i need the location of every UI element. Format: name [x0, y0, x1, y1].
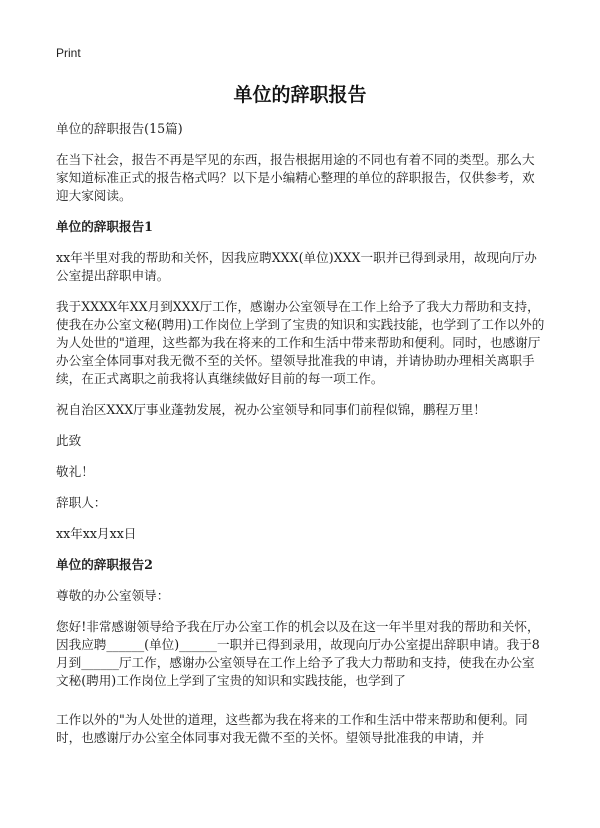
- section-heading-2: 单位的辞职报告2: [56, 557, 153, 572]
- page-title: 单位的辞职报告: [233, 84, 367, 106]
- section-2-salutation: 尊敬的办公室领导：: [56, 588, 170, 603]
- section-1-paragraph: 我于XXXX年XX月到XXX厅工作，感谢办公室领导在工作上给予了我大力帮助和支持，使我在办公室文秘(聘用)工作岗位上学到了宝贵的知识和实践技能，也学到了工作以外的为人处世的"道理，这些都为我在将来的工作和生活中带来帮助和便利。同时，也感谢厅办公室全体同事对我无微不至的关怀。望领导批准我的申请，并请协助办理相关离职手续，在正式离职之前我将认真继续做好目前的每一项工作。: [56, 299, 545, 386]
- intro-paragraph: 在当下社会，报告不再是罕见的东西，报告根据用途的不同也有着不同的类型。那么大家知道标准正式的报告格式吗？以下是小编精心整理的单位的辞职报告，仅供参考，欢迎大家阅读。: [56, 152, 535, 203]
- print-link[interactable]: Print: [56, 46, 81, 60]
- section-1-date: xx年xx月xx日: [56, 526, 137, 541]
- section-heading-1: 单位的辞职报告1: [56, 219, 153, 234]
- section-2-paragraph: 您好!非常感谢领导给予我在厅办公室工作的机会以及在这一年半里对我的帮助和关怀，因我应聘______(单位)______一职并已得到录用，故现向厅办公室提出辞职申请。我于8月到______厅工作，感谢办公室领导在工作上给予了我大力帮助和支持，使我在办公室文秘(聘用)工作岗位上学到了宝贵的知识和实践技能，也学到了: [56, 619, 540, 688]
- section-1-paragraph: 祝自治区XXX厅事业蓬勃发展，祝办公室领导和同事们前程似锦，鹏程万里！: [56, 402, 486, 417]
- section-1-paragraph: xx年半里对我的帮助和关怀，因我应聘XXX(单位)XXX一职并已得到录用，故现向厅办公室提出辞职申请。: [56, 250, 537, 283]
- section-1-closing: 此致: [56, 433, 82, 448]
- document-body: [56, 120, 546, 760]
- section-1-closing: 敬礼！: [56, 464, 94, 479]
- section-2-paragraph: 工作以外的"为人处世的道理，这些都为我在将来的工作和生活中带来帮助和便利。同时，也感谢厅办公室全体同事对我无微不至的关怀。望领导批准我的申请，并: [56, 712, 528, 745]
- document-subtitle: 单位的辞职报告(15篇): [56, 121, 183, 136]
- section-1-signature-label: 辞职人：: [56, 495, 107, 510]
- page-gap: [56, 703, 546, 711]
